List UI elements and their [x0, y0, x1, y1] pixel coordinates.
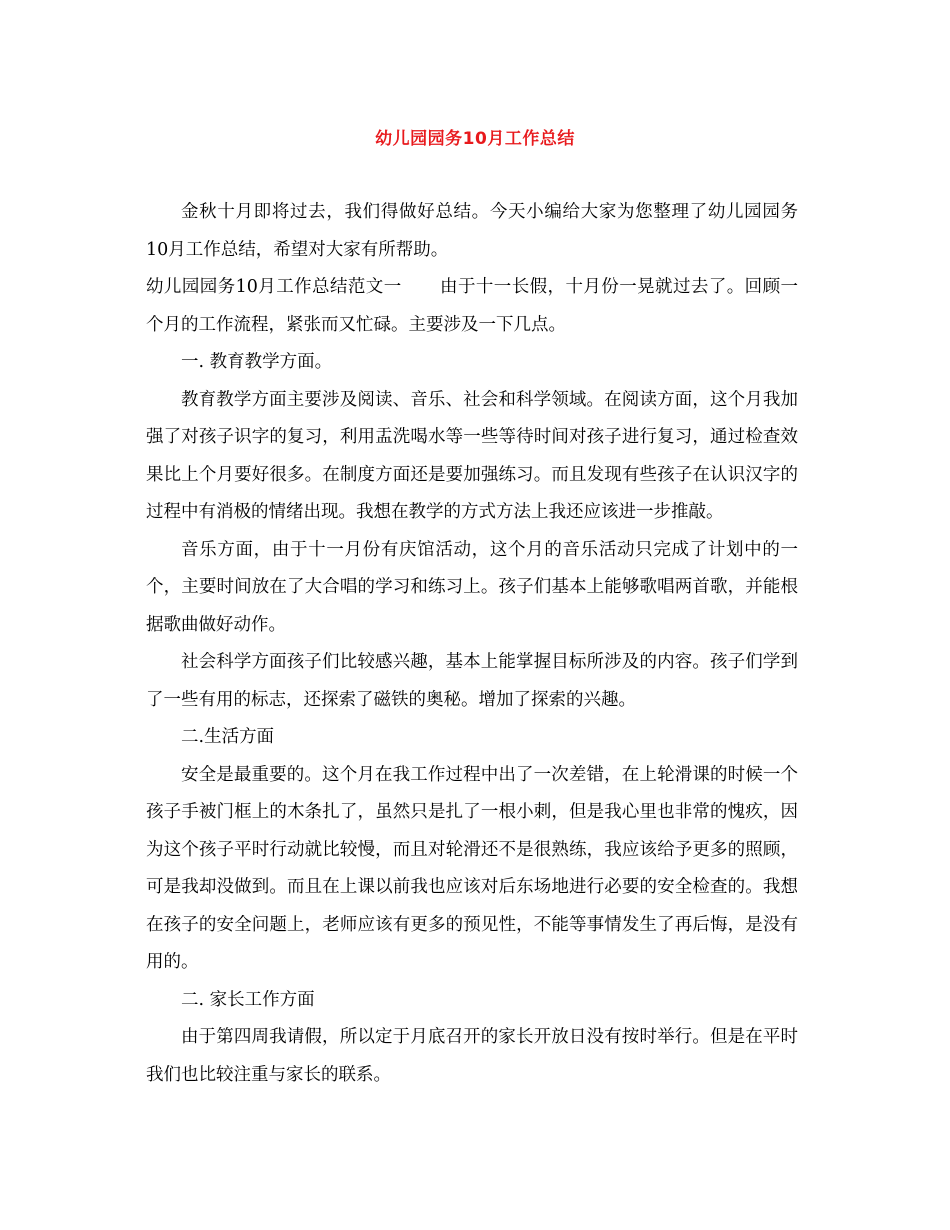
- teaching-paragraph: 教育教学方面主要涉及阅读、音乐、社会和科学领域。在阅读方面，这个月我加强了对孩子识字的复习，利用盂洗喝水等一些等待时间对孩子进行复习，通过检查效果比上个月要好很多。在制度方面还是要加强练习。而且发现有些孩子在认识汉字的过程中有消极的情绪出现。我想在教学的方式方法上我还应该进一步推敲。: [146, 389, 798, 522]
- section-heading-life: 二.生活方面: [181, 727, 275, 747]
- sample-heading: 幼儿园园务10月工作总结范文一: [146, 277, 402, 297]
- section-heading-teaching: 一. 教育教学方面。: [181, 352, 333, 372]
- document-title: 幼儿园园务10月工作总结: [375, 129, 575, 149]
- safety-paragraph: 安全是最重要的。这个月在我工作过程中出了一次差错，在上轮滑课的时候一个孩子手被门框上的木条扎了，虽然只是扎了一根小刺，但是我心里也非常的愧疚，因为这个孩子平时行动就比较慢，而且对轮滑还不是很熟练，我应该给予更多的照顾，可是我却没做到。而且在上课以前我也应该对后东场地进行必要的安全检查的。我想在孩子的安全问题上，老师应该有更多的预见性，不能等事情发生了再后悔，是没有用的。: [146, 764, 798, 972]
- section-heading-parents: 二. 家长工作方面: [181, 989, 315, 1010]
- sample-paragraph: [146, 269, 798, 344]
- science-paragraph: 社会科学方面孩子们比较感兴趣，基本上能掌握目标所涉及的内容。孩子们学到了一些有用的标志，还探索了磁铁的奥秘。增加了探索的兴趣。: [146, 652, 798, 710]
- document-body: [146, 194, 798, 1094]
- sample-text: 由于十一长假，十月份一晃就过去了。回顾一个月的工作流程，紧张而又忙碌。主要涉及一下几点。: [146, 277, 798, 335]
- parents-paragraph: 由于第四周我请假，所以定于月底召开的家长开放日没有按时举行。但是在平时我们也比较注重与家长的联系。: [146, 1027, 798, 1085]
- music-paragraph: 音乐方面，由于十一月份有庆馆活动，这个月的音乐活动只完成了计划中的一个，主要时间放在了大合唱的学习和练习上。孩子们基本上能够歌唱两首歌，并能根据歌曲做好动作。: [146, 539, 798, 635]
- intro-paragraph: 金秋十月即将过去，我们得做好总结。今天小编给大家为您整理了幼儿园园务10月工作总结，希望对大家有所帮助。: [146, 202, 798, 260]
